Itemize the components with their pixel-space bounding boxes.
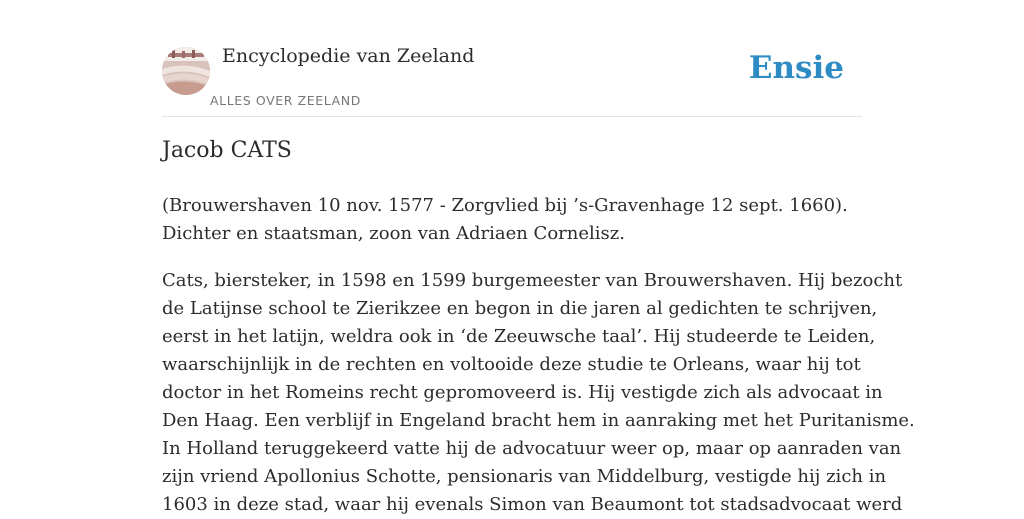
site-subtitle: ALLES OVER ZEELAND: [210, 93, 361, 108]
paragraph-line: doctor in het Romeins recht gepromoveerd is. Hij vestigde zich als advocaat in: [162, 382, 883, 403]
site-header: [162, 0, 862, 117]
paragraph-line: zijn vriend Apollonius Schotte, pensionaris van Middelburg, vestigde hij zich in: [162, 466, 887, 487]
article-title: Jacob CATS: [162, 138, 292, 163]
paragraph-line: Cats, biersteker, in 1598 en 1599 burgemeester van Brouwershaven. Hij bezocht: [162, 270, 903, 291]
paragraph-line: Den Haag. Een verblijf in Engeland bracht hem in aanraking met het Puritanisme.: [162, 410, 915, 431]
paragraph-line: eerst in het latijn, weldra ook in ‘de Zeeuwsche taal’. Hij studeerde te Leiden,: [162, 326, 876, 347]
site-avatar[interactable]: [162, 47, 210, 95]
article-intro-paragraph: [162, 192, 862, 248]
paragraph-line: (Brouwershaven 10 nov. 1577 - Zorgvlied bij ’s-Gravenhage 12 sept. 1660).: [162, 195, 848, 216]
paragraph-line: Dichter en staatsman, zoon van Adriaen Cornelisz.: [162, 223, 625, 244]
page: [162, 0, 915, 515]
book-pages-icon: [162, 47, 210, 95]
paragraph-line: de Latijnse school te Zierikzee en begon in die jaren al gedichten te schrijven,: [162, 298, 878, 319]
article-body-paragraph: [162, 267, 915, 519]
paragraph-line: In Holland teruggekeerd vatte hij de advocatuur weer op, maar op aanraden van: [162, 438, 902, 459]
ensie-logo[interactable]: Ensie: [748, 50, 844, 86]
paragraph-line: 1603 in deze stad, waar hij evenals Simon van Beaumont tot stadsadvocaat werd: [162, 494, 903, 515]
site-title[interactable]: Encyclopedie van Zeeland: [222, 45, 475, 67]
paragraph-line: waarschijnlijk in de rechten en voltooide deze studie te Orleans, waar hij tot: [162, 354, 861, 375]
